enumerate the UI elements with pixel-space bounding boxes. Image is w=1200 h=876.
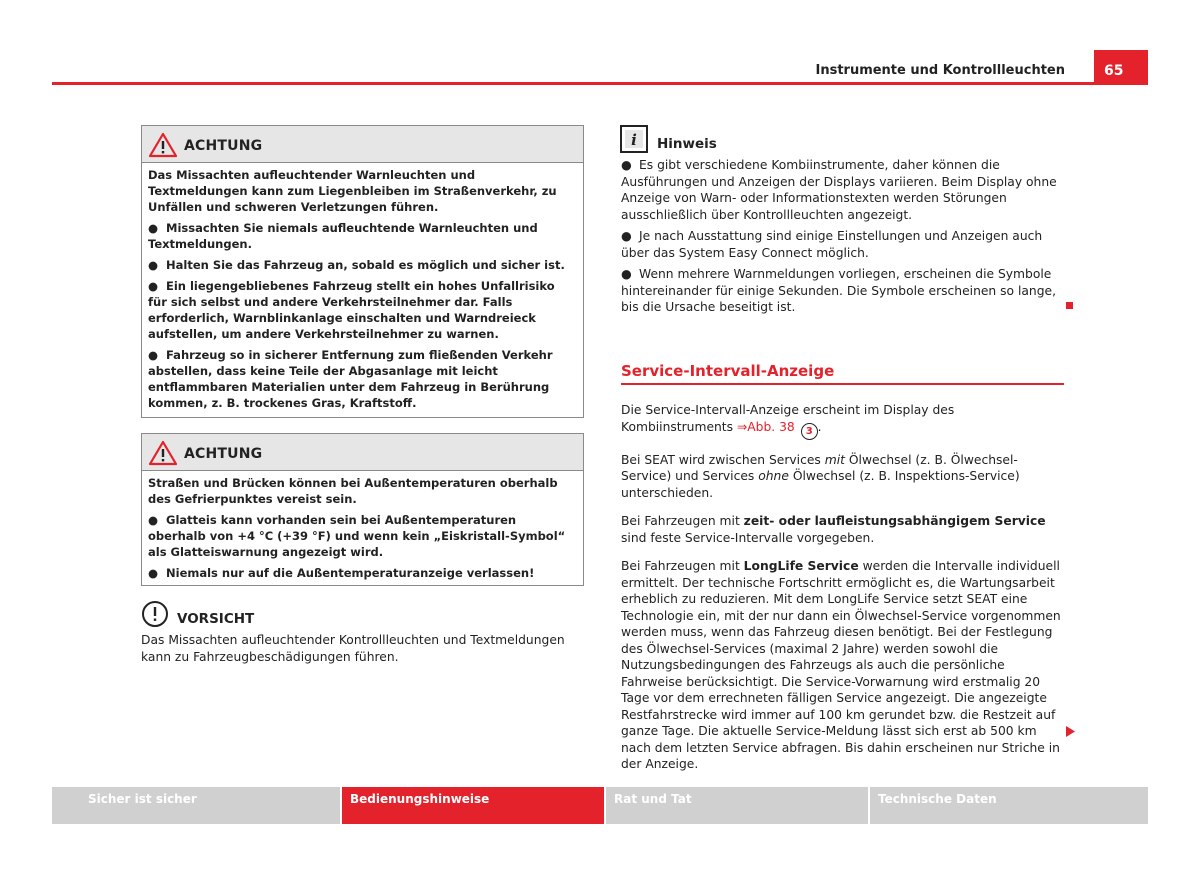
warning-intro: Straßen und Brücken können bei Außentemperaturen oberhalb des Gefrierpunktes vereist sein. (148, 476, 558, 506)
info-icon (620, 125, 648, 153)
paragraph: Bei Fahrzeugen mit zeit- oder laufleistungsabhängigem Service sind feste Service-Intervalle vorgegeben. (621, 514, 1046, 545)
figure-callout-number: 3 (801, 423, 818, 440)
footer-tab-bedienungshinweise[interactable]: Bedienungshinweise (342, 787, 604, 824)
warning-box-header (142, 126, 583, 163)
warning-body (142, 163, 583, 415)
warning-bullet: ● Missachten Sie niemals aufleuchtende Warnleuchten und Textmeldungen. (148, 221, 538, 251)
paragraph: Bei Fahrzeugen mit LongLife Service werden die Intervalle individuell ermittelt. Der technische Fortschritt ermöglicht es, die Wartungsarbeit erheblich zu reduzieren. Mit dem LongLife Service setzt SEAT eine Technologie ein, mit der nur dann ein Ölwechsel-Service vorgenommen werden muss, wenn das Fahrzeug diesen benötigt. Bei der Festlegung des Ölwechsel-Services (maximal 2 Jahre) werden sowohl die Nutzungsbedingungen des Fahrzeugs als auch die persönliche Fahrweise berücksichtigt. Die Service-Vorwarnung wird erstmalig 20 Tage vor dem errechneten fälligen Service angezeigt. Die angezeigte Restfahrstrecke wird immer auf 100 km gerundet bzw. die Restzeit auf ganze Tage. Die aktuelle Service-Meldung lässt sich erst ab 500 km nach dem letzten Service abfragen. Bis dahin erscheinen nur Striche in der Anzeige. (621, 559, 1061, 771)
bullet-icon: ● (148, 279, 159, 293)
footer-tab-technische-daten[interactable]: Technische Daten (870, 787, 1148, 824)
exclamation-circle-icon (141, 600, 169, 628)
warning-bullet: ● Ein liegengebliebenes Fahrzeug stellt ein hohes Unfallrisiko für sich selbst und andere Verkehrsteilnehmer dar. Falls erforderlich, Warnblinkanlage einschalten und Warndreieck aufstellen, um andere Verkehrsteilnehmer zu warnen. (148, 279, 555, 341)
warning-box-2 (141, 433, 584, 586)
bullet-icon: ● (148, 513, 159, 527)
bullet-icon: ● (148, 566, 159, 580)
warning-bullet: ● Niemals nur auf die Außentemperaturanzeige verlassen! (148, 566, 535, 580)
footer-tab-sicher-ist-sicher[interactable]: Sicher ist sicher (52, 787, 340, 824)
bullet-icon: ● (621, 229, 632, 243)
warning-triangle-icon (148, 440, 178, 466)
warning-box-header (142, 434, 583, 471)
warning-bullet: ● Fahrzeug so in sicherer Entfernung zum fließenden Verkehr abstellen, dass keine Teile der Abgasanlage mit leicht entflammbaren Materialien unter dem Fahrzeug in Berührung kommen, z. B. trockenes Gras, Kraftstoff. (148, 348, 553, 410)
bullet-icon: ● (148, 258, 159, 272)
warning-bullet: ● Halten Sie das Fahrzeug an, sobald es möglich und sicher ist. (148, 258, 565, 272)
bullet-icon: ● (148, 348, 159, 362)
caution-title: VORSICHT (177, 611, 255, 627)
continue-arrow-icon (1066, 726, 1075, 737)
bullet-icon: ● (621, 158, 632, 172)
hint-bullet: ● Wenn mehrere Warnmeldungen vorliegen, erscheinen die Symbole hintereinander für einige Sekunden. Die Symbole erscheinen so lange, bis die Ursache beseitigt ist. (621, 267, 1056, 314)
caution-text: Das Missachten aufleuchtender Kontrollleuchten und Textmeldungen kann zu Fahrzeugbeschädigungen führen. (141, 633, 565, 664)
hint-body (621, 157, 1064, 321)
warning-body (142, 471, 583, 585)
hint-title: Hinweis (657, 136, 717, 152)
warning-title: ACHTUNG (184, 138, 263, 154)
end-square-icon (1066, 302, 1073, 309)
bullet-icon: ● (148, 221, 159, 235)
warning-intro: Das Missachten aufleuchtender Warnleuchten und Textmeldungen kann zum Liegenbleiben im Straßenverkehr, zu Unfällen und schweren Verletzungen führen. (148, 168, 557, 214)
section-title: Service-Intervall-Anzeige (621, 362, 835, 380)
figure-reference-link[interactable]: ⇒Abb. 38 3 (737, 420, 818, 434)
page-number: 65 (1094, 50, 1148, 85)
paragraph: Bei SEAT wird zwischen Services mit Ölwechsel (z. B. Ölwechsel-Service) und Services ohne Ölwechsel (z. B. Inspektions-Service) unterschieden. (621, 452, 1020, 500)
section-rule (621, 383, 1064, 385)
footer-tab-rat-und-tat[interactable]: Rat und Tat (606, 787, 868, 824)
svg-text:i: i (631, 131, 637, 149)
header-rule (52, 82, 1148, 85)
paragraph: Die Service-Intervall-Anzeige erscheint im Display des Kombiinstruments ⇒Abb. 38 3 . (621, 402, 1064, 440)
warning-triangle-icon (148, 132, 178, 158)
warning-bullet: ● Glatteis kann vorhanden sein bei Außentemperaturen oberhalb von +4 °C (+39 °F) und wenn kein „Eiskristall-Symbol“ als Glatteiswarnung angezeigt wird. (148, 513, 566, 559)
hint-bullet: ● Je nach Ausstattung sind einige Einstellungen und Anzeigen auch über das System Easy Connect möglich. (621, 229, 1043, 260)
running-header-title: Instrumente und Kontrollleuchten (815, 63, 1065, 78)
section-body (621, 402, 1064, 778)
warning-box-1 (141, 125, 584, 418)
warning-title: ACHTUNG (184, 446, 263, 462)
bullet-icon: ● (621, 267, 632, 281)
hint-bullet: ● Es gibt verschiedene Kombiinstrumente, daher können die Ausführungen und Anzeigen der Displays variieren. Beim Display ohne Anzeige von Warn- oder Informationstexten werden Störungen ausschließlich über Kontrollleuchten angezeigt. (621, 158, 1057, 222)
